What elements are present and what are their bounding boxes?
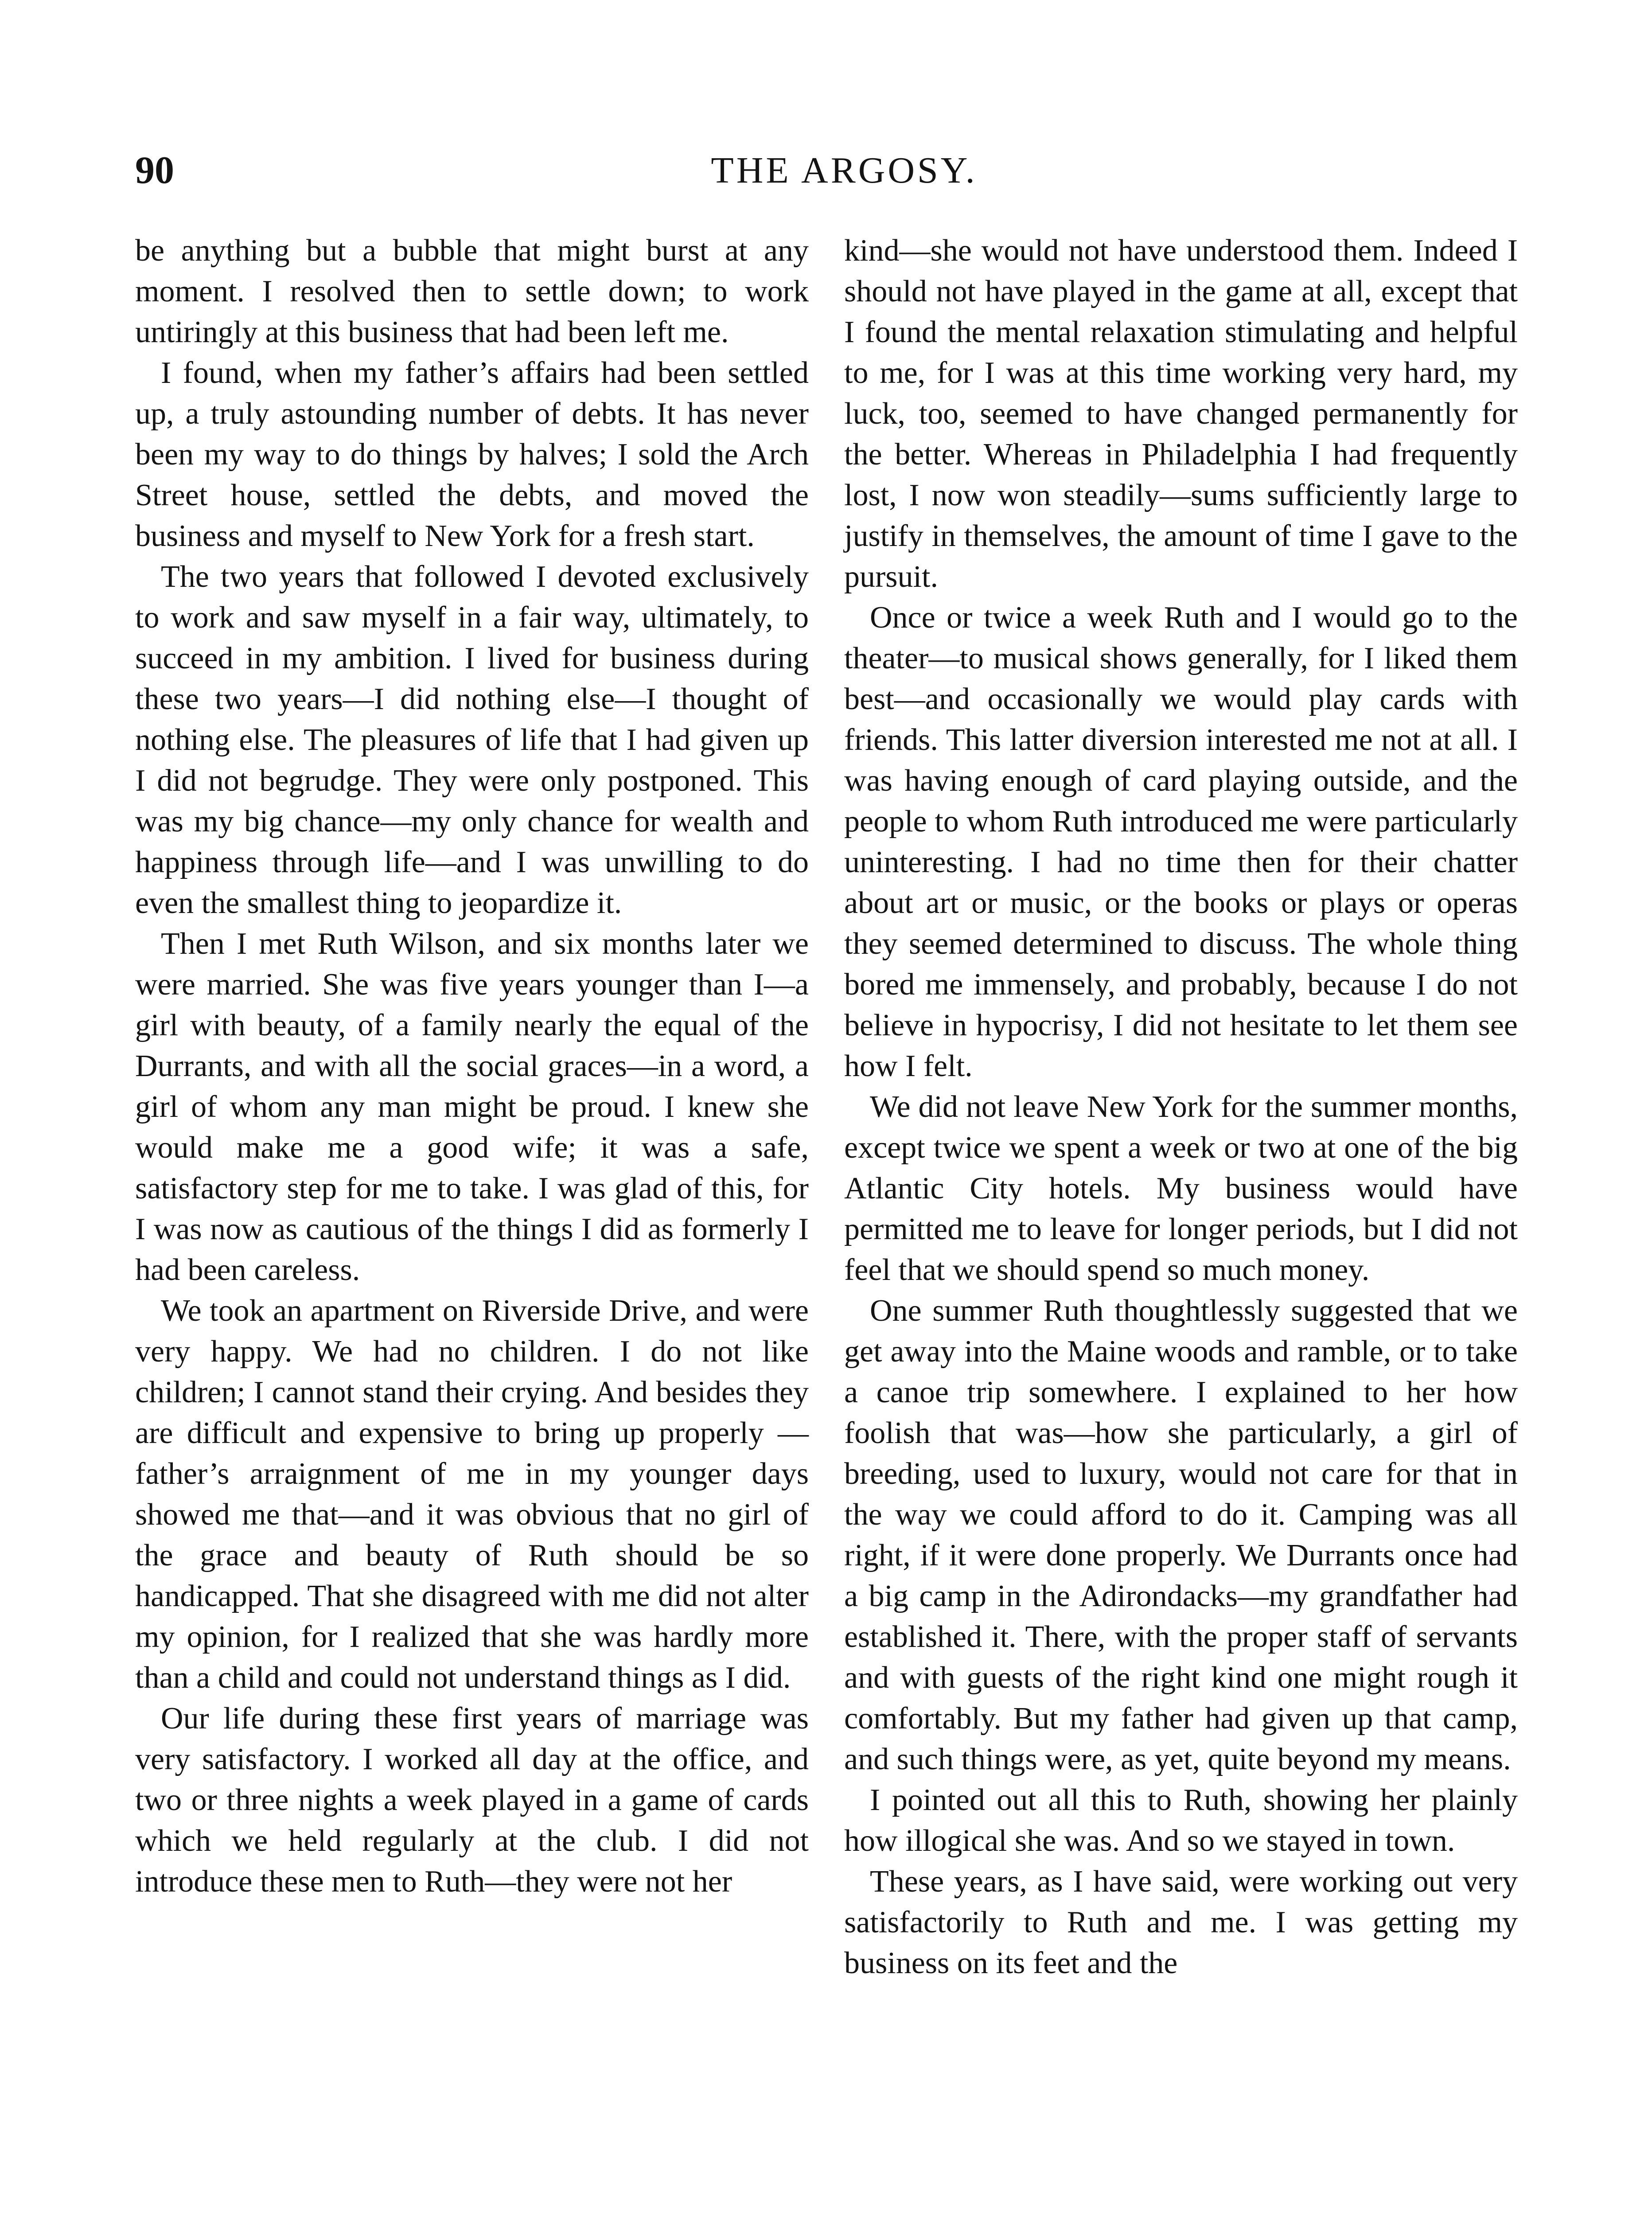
paragraph: Once or twice a week Ruth and I would go to the theater—to musical shows generally, for I liked them best—and occasionally we would play cards with friends. This latter diversion interested me not at all. I was having enough of card playing outside, and the people to whom Ruth introduced me were particularly uninteresting. I had no time then for their chatter about art or music, or the books or plays or operas they seemed determined to discuss. The whole thing bored me immensely, and probably, because I do not believe in hypocrisy, I did not hesitate to let them see how I felt. <box>844 601 1518 1083</box>
paragraph: kind—she would not have understood them. Indeed I should not have played in the game at all, except that I found the mental relaxation stimulating and helpful to me, for I was at this time working very hard, my luck, too, seemed to have changed permanently for the better. Whereas in Philadelphia I had frequently lost, I now won steadily—sums sufficiently large to justify in themselves, the amount of time I gave to the pursuit. <box>844 234 1518 594</box>
paragraph: We took an apartment on Riverside Drive, and were very happy. We had no children. I do not like children; I cannot stand their crying. And besides they are difficult and expensive to bring up properly —father’s arraignment of me in my younger days showed me that—and it was obvious that no girl of the grace and beauty of Ruth should be so handicapped. That she disagreed with me did not alter my opinion, for I realized that she was hardly more than a child and could not understand things as I did. <box>135 1294 809 1695</box>
paragraph: These years, as I have said, were working out very satisfactorily to Ruth and me. I was getting my business on its feet and the <box>844 1865 1518 1980</box>
page-number: 90 <box>135 149 174 192</box>
paragraph: I found, when my father’s affairs had been settled up, a truly astounding number of debts. It has never been my way to do things by halves; I sold the Arch Street house, settled the debts, and moved the business and myself to New York for a fresh start. <box>135 356 809 553</box>
paragraph: One summer Ruth thoughtlessly suggested that we get away into the Maine woods and ramble, or to take a canoe trip somewhere. I explained to her how foolish that was—how she particularly, a girl of breeding, used to luxury, would not care for that in the way we could afford to do it. Camping was all right, if it were done properly. We Durrants once had a big camp in the Adirondacks—my grandfather had established it. There, with the proper staff of servants and with guests of the right kind one might rough it comfortably. But my father had given up that camp, and such things were, as yet, quite beyond my means. <box>844 1294 1518 1776</box>
paragraph: Then I met Ruth Wilson, and six months later we were married. She was five years younger than I—a girl with beauty, of a family nearly the equal of the Durrants, and with all the social graces—in a word, a girl of whom any man might be proud. I knew she would make me a good wife; it was a safe, satisfactory step for me to take. I was glad of this, for I was now as cautious of the things I did as formerly I had been careless. <box>135 927 809 1287</box>
right-column <box>844 230 1518 1984</box>
paragraph: Our life during these first years of marriage was very satisfactory. I worked all day at the office, and two or three nights a week played in a game of cards which we held regularly at the club. I did not introduce these men to Ruth—they were not her <box>135 1701 809 1899</box>
left-column <box>135 230 809 1902</box>
paragraph: The two years that followed I devoted exclusively to work and saw myself in a fair way, ultimately, to succeed in my ambition. I lived for business during these two years—I did nothing else—I thought of nothing else. The pleasures of life that I had given up I did not begrudge. They were only postponed. This was my big chance—my only chance for wealth and happiness through life—and I was unwilling to do even the smallest thing to jeopardize it. <box>135 560 809 920</box>
running-head <box>135 146 1553 199</box>
paragraph: We did not leave New York for the summer months, except twice we spent a week or two at one of the big Atlantic City hotels. My business would have permitted me to leave for longer periods, but I did not feel that we should spend so much money. <box>844 1090 1518 1287</box>
journal-title: THE ARGOSY. <box>711 150 978 191</box>
paragraph: be anything but a bubble that might burst at any moment. I resolved then to settle down; to work untiringly at this business that had been left me. <box>135 234 809 349</box>
paragraph: I pointed out all this to Ruth, showing her plainly how illogical she was. And so we stayed in town. <box>844 1783 1518 1858</box>
